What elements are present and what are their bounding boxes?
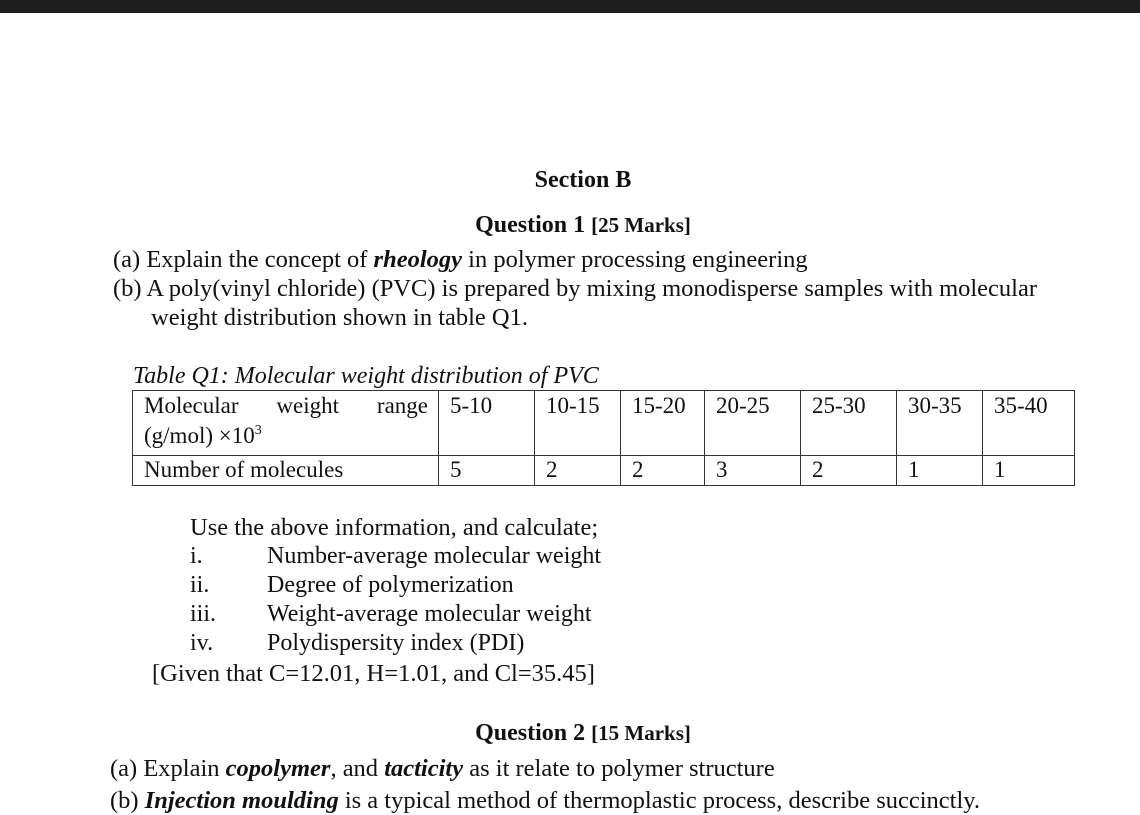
q1-part-b-line2: weight distribution shown in table Q1. (151, 304, 528, 331)
count-cell: 1 (983, 456, 1075, 486)
table-caption: Table Q1: Molecular weight distribution of PVC (133, 363, 599, 389)
q1-part-a-suffix: in polymer processing engineering (462, 246, 808, 273)
q2-part-b (110, 786, 980, 815)
list-item-number: i. (190, 543, 203, 569)
range-unit: (g/mol) ×10 (144, 423, 255, 448)
top-bar (0, 0, 1140, 13)
q1-part-a (113, 245, 808, 274)
count-cell: 1 (897, 456, 983, 486)
q2-part-b-suffix: is a typical method of thermoplastic process, describe succinctly. (338, 787, 981, 814)
count-cell: 5 (439, 456, 535, 486)
range-header-word: range (376, 393, 428, 418)
q2-part-a-emph2: tacticity (384, 755, 464, 782)
list-item-number: iv. (190, 630, 214, 656)
q2-part-a-prefix: (a) Explain (110, 755, 226, 782)
q1-part-b-line1: (b) A poly(vinyl chloride) (PVC) is prepared by mixing monodisperse samples with molecular (113, 275, 1038, 302)
q1-part-a-emph: rheology (373, 246, 463, 273)
instruction-text: Use the above information, and calculate; (190, 514, 599, 541)
list-item (190, 630, 690, 659)
table-row-counts (133, 456, 1075, 486)
q2-part-a (110, 754, 775, 783)
range-header-line1 (144, 391, 438, 421)
q1-part-a-prefix: (a) Explain the concept of (113, 246, 374, 273)
list-item-number: ii. (190, 572, 210, 598)
q2-part-a-mid: , and (330, 755, 385, 782)
given-constants: [Given that C=12.01, H=1.01, and Cl=35.45] (152, 660, 595, 687)
range-cell: 5-10 (439, 391, 535, 456)
list-item (190, 543, 690, 572)
range-cell: 10-15 (535, 391, 621, 456)
range-header-word: weight (276, 393, 340, 418)
q2-part-a-emph1: copolymer (225, 755, 331, 782)
count-header-cell: Number of molecules (133, 456, 439, 486)
question-1-heading (0, 212, 1140, 239)
range-header-line2 (144, 421, 438, 451)
range-cell: 30-35 (897, 391, 983, 456)
q2-part-a-suffix: as it relate to polymer structure (463, 755, 775, 782)
q2-part-b-prefix: (b) (110, 787, 145, 814)
section-title: Section B (534, 167, 632, 193)
range-cell: 25-30 (801, 391, 897, 456)
count-cell: 3 (705, 456, 801, 486)
question-1-marks: [25 Marks] (591, 213, 691, 237)
count-cell: 2 (801, 456, 897, 486)
molecular-weight-table (132, 390, 1075, 486)
list-item-text: Number-average molecular weight (267, 543, 602, 569)
question-1-title: Question 1 (475, 212, 586, 238)
question-2-heading (0, 720, 1140, 747)
question-2-marks: [15 Marks] (591, 721, 691, 745)
list-item-text: Degree of polymerization (267, 572, 514, 598)
table-row-ranges (133, 391, 1075, 456)
count-cell: 2 (621, 456, 705, 486)
question-2-title: Question 2 (475, 720, 586, 746)
q2-part-b-emph: Injection moulding (144, 787, 339, 814)
list-item-text: Weight-average molecular weight (267, 601, 592, 627)
count-cell: 2 (535, 456, 621, 486)
range-header-word: Molecular (144, 393, 239, 418)
range-cell: 35-40 (983, 391, 1075, 456)
range-header-cell (133, 391, 439, 456)
range-cell: 20-25 (705, 391, 801, 456)
list-item (190, 601, 690, 630)
range-exponent: 3 (254, 423, 262, 438)
range-cell: 15-20 (621, 391, 705, 456)
list-item (190, 572, 690, 601)
list-item-number: iii. (190, 601, 217, 627)
list-item-text: Polydispersity index (PDI) (267, 630, 525, 656)
